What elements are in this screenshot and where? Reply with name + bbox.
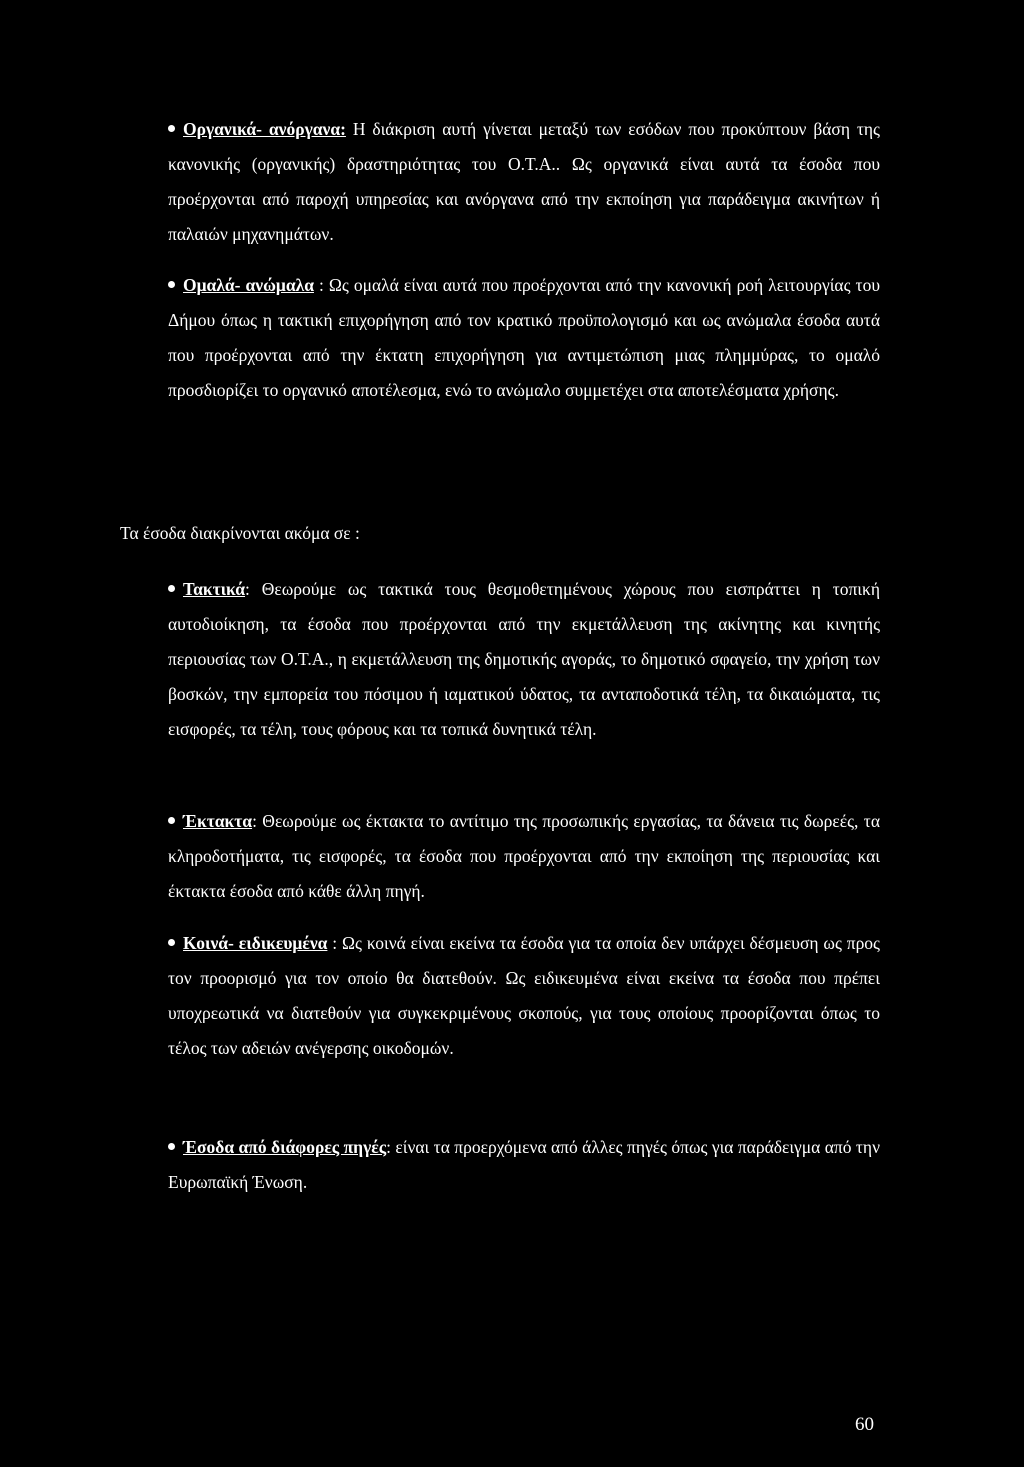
category-ektakta [168,804,880,909]
paragraph-organika-anorgana [168,112,880,252]
paragraph-omala-anomala [168,268,880,408]
category-text: : Θεωρούμε ως έκτακτα το αντίτιμο της προσωπικής εργασίας, τα δάνεια τις δωρεές, τα κληροδοτήματα, τις εισφορές, τα έσοδα που προέρχονται από την εκποίηση της περιουσίας και έκτακτα έσοδα από κάθε άλλη πηγή. [168,811,880,901]
bullet-icon [168,281,175,288]
paragraph-text: Η διάκριση αυτή γίνεται μεταξύ των εσόδων που προκύπτουν βάση της κανονικής (οργανικής) δραστηριότητας του Ο.Τ.Α.. Ως οργανικά είναι αυτά τα έσοδα που προέρχονται από παροχή υπηρεσίας και ανόργανα από την εκποίηση για παράδειγμα ακινήτων ή παλαιών μηχανημάτων. [168,119,880,244]
paragraph-term: Ομαλά- ανώμαλα [183,275,314,295]
bullet-icon [168,1143,175,1150]
category-esoda-apo-diafores-piges [168,1130,880,1200]
bullet-icon [168,585,175,592]
category-taktika [168,572,880,747]
category-term: Έσοδα από διάφορες πηγές [183,1137,387,1157]
category-text: : είναι τα προερχόμενα από άλλες πηγές όπως για παράδειγμα από την Ευρωπαϊκή Ένωση. [168,1137,880,1192]
section-intro: Τα έσοδα διακρίνονται ακόμα σε : [120,523,360,543]
category-term: Τακτικά [183,579,246,599]
paragraph-term: Οργανικά- ανόργανα: [183,119,346,139]
paragraph-text: : Ως ομαλά είναι αυτά που προέρχονται από την κανονική ροή λειτουργίας του Δήμου όπως η τακτική επιχορήγηση από τον κρατικό προϋπολογισμό και ως ανώμαλα έσοδα αυτά που προέρχονται από την έκτατη επιχορήγηση για αντιμετώπιση μιας πλημμύρας, το ομαλό προσδιορίζει το οργανικό αποτέλεσμα, ενώ το ανώμαλο συμμετέχει στα αποτελέσματα χρήσης. [168,275,880,400]
category-text: : Ως κοινά είναι εκείνα τα έσοδα για τα οποία δεν υπάρχει δέσμευση ως προς τον προορισμό για τον οποίο θα διατεθούν. Ως ειδικευμένα είναι εκείνα τα έσοδα που πρέπει υποχρεωτικά να διατεθούν για συγκεκριμένους σκοπούς, για τους οποίους προορίζονται όπως το τέλος των αδειών ανέγερσης οικοδομών. [168,933,880,1058]
category-term: Έκτακτα [183,811,253,831]
page-number: 60 [855,1414,874,1435]
category-koina-eidikeumena [168,926,880,1066]
bullet-icon [168,125,175,132]
category-term: Κοινά- ειδικευμένα [183,933,328,953]
bullet-icon [168,817,175,824]
bullet-icon [168,939,175,946]
category-text: : Θεωρούμε ως τακτικά τους θεσμοθετημένους χώρους που εισπράττει η τοπική αυτοδιοίκηση, τα έσοδα που προέρχονται από την εκμετάλλευση της ακίνητης και κινητής περιουσίας των Ο.Τ.Α., η εκμετάλλευση της δημοτικής αγοράς, το δημοτικό σφαγείο, την χρήση των βοσκών, την εμπορεία του πόσιμου ή ιαματικού ύδατος, τα ανταποδοτικά τέλη, τα δικαιώματα, τις εισφορές, τα τέλη, τους φόρους και τα τοπικά δυνητικά τέλη. [168,579,880,739]
